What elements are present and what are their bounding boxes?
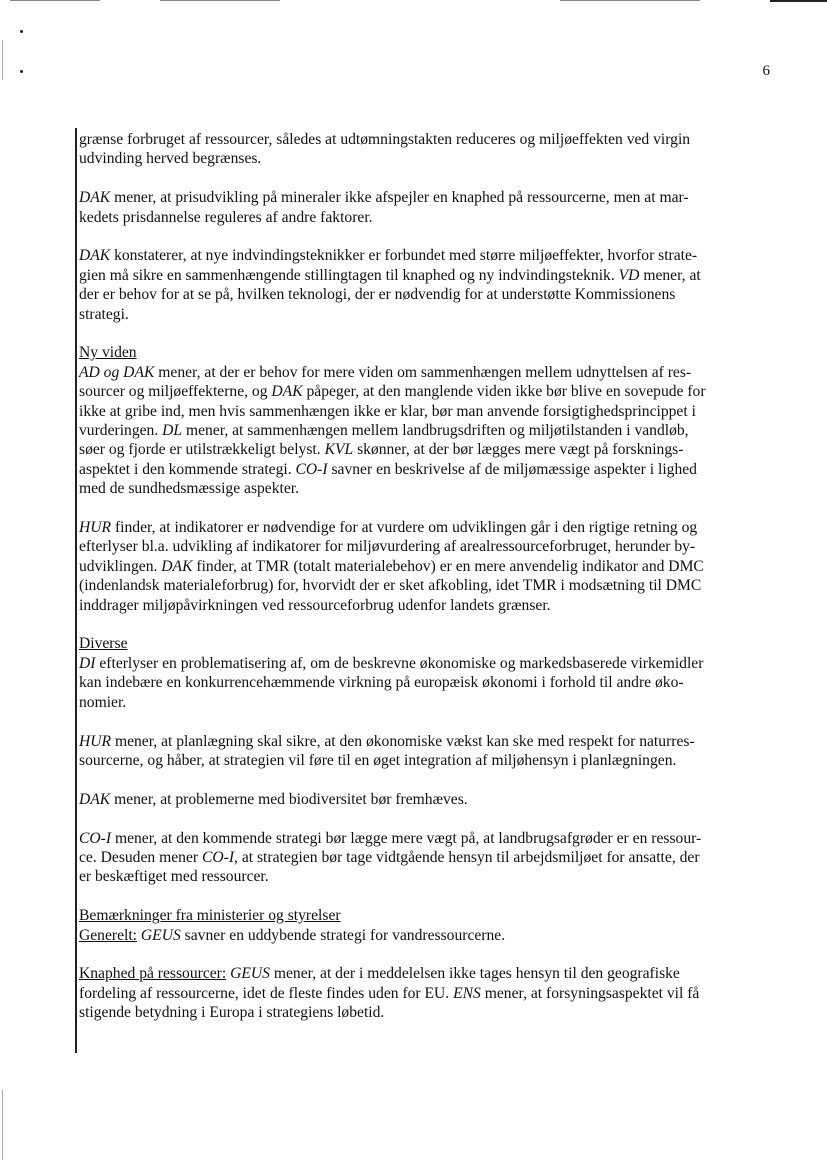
text-line (79, 984, 759, 1003)
text-line (79, 848, 759, 867)
text-run: mener, at prisudvikling på mineraler ikke afspejler en knaphed på ressourcerne, men at mar- (110, 189, 689, 207)
paragraph (79, 246, 759, 324)
punch-hole-mark (20, 70, 23, 73)
text-line (79, 402, 759, 421)
organization-abbreviation: GEUS (230, 965, 270, 983)
paragraph (79, 634, 759, 712)
organization-abbreviation: DL (162, 422, 183, 440)
text-line (79, 188, 759, 207)
paragraph (79, 906, 759, 945)
text-run: mener, at sammenhængen mellem landbrugsdriften og miljøtilstanden i vandløb, (182, 422, 689, 440)
scan-edge-mark (2, 1090, 3, 1160)
text-line (79, 130, 759, 149)
text-run: er beskæftiget med ressourcer. (79, 868, 269, 886)
inline-subheading: Generelt: (79, 926, 138, 944)
text-run: ce. Desuden mener (79, 848, 202, 866)
punch-hole-mark (20, 30, 23, 33)
text-line (79, 751, 759, 770)
text-run: grænse forbruget af ressourcer, således at udtømningstakten reduceres og miljøeffekten ved virgin (79, 131, 691, 148)
text-run: mener, at der i meddelelsen ikke tages hensyn til den geografiske (269, 965, 680, 983)
text-run: skønner, at der bør lægges mere vægt på forsknings- (353, 441, 684, 459)
organization-abbreviation: AD og DAK (79, 363, 155, 381)
text-run: (indenlandsk materialeforbrug) for, hvorvidt der er sket afkobling, idet TMR i modsætning til DMC (79, 577, 702, 595)
organization-abbreviation: HUR (79, 732, 112, 750)
text-run: gien må sikre en sammenhængende stillingtagen til knaphed og ny indvindingsteknik. (79, 266, 619, 284)
text-run: der er behov for at se på, hvilken teknologi, der er nødvendig for at understøtte Kommissionens (79, 286, 676, 304)
text-line (79, 867, 759, 886)
text-run: påpeger, at den manglende viden ikke bør blive en sovepude for (302, 383, 706, 401)
scan-edge-rule (160, 0, 280, 1)
organization-abbreviation: ENS (453, 984, 481, 1002)
text-run: nomier. (79, 693, 127, 711)
text-run: efterlyser en problematisering af, om de beskrevne økonomiske og markedsbaserede virkemidler (95, 654, 704, 672)
text-run: finder, at indikatorer er nødvendige for at vurdere om udviklingen går i den rigtige retning og (111, 519, 698, 537)
text-line (79, 537, 759, 556)
text-run: vurderingen. (79, 422, 163, 440)
document-body (79, 130, 759, 1042)
paragraph (79, 829, 759, 887)
text-line (79, 149, 759, 168)
section-heading: Diverse (79, 635, 128, 653)
organization-abbreviation: DAK (161, 557, 193, 575)
text-run: mener, at (639, 266, 701, 284)
text-run: finder, at TMR (totalt materialebehov) er en mere anvendelig indikator and DMC (192, 557, 704, 575)
text-run: efterlyser bl.a. udvikling af indikatorer for miljøvurdering af arealressourceforbruget, herunder by- (79, 538, 696, 556)
organization-abbreviation: DAK (271, 383, 303, 401)
text-line (79, 576, 759, 595)
text-run: konstaterer, at nye indvindingsteknikker er forbundet med større miljøeffekter, hvorfor strate- (110, 247, 698, 265)
text-run: stigende betydning i Europa i strategiens løbetid. (79, 1004, 385, 1022)
organization-abbreviation: CO-I (295, 460, 328, 478)
organization-abbreviation: DAK (79, 189, 111, 207)
text-run: savner en uddybende strategi for vandressourcerne. (180, 926, 506, 944)
paragraph (79, 130, 759, 169)
text-line (79, 596, 759, 615)
inline-subheading: Knaphed på ressourcer: (79, 965, 227, 983)
text-line (79, 829, 759, 848)
organization-abbreviation: VD (618, 266, 640, 284)
paragraph (79, 732, 759, 771)
text-run: søer og fjorde er utilstrækkeligt belyst. (79, 441, 325, 459)
margin-line (75, 128, 77, 1053)
text-line (79, 382, 759, 401)
scan-edge-rule (10, 0, 100, 1)
page-number: 6 (762, 63, 770, 79)
organization-abbreviation: DI (79, 654, 96, 672)
text-run: ikke at gribe ind, men hvis sammenhængen ikke er klar, bør man anvende forsigtighedsprincippet i (79, 402, 696, 420)
text-line (79, 693, 759, 712)
paragraph (79, 518, 759, 615)
text-line (79, 673, 759, 692)
text-run: kedets prisdannelse reguleres af andre faktorer. (79, 208, 373, 226)
text-run: strategi. (79, 305, 129, 323)
text-line (79, 266, 759, 285)
text-run: mener, at der er behov for mere viden om sammenhængen mellem udnyttelsen af res- (154, 363, 692, 381)
text-line (79, 654, 759, 673)
text-line (79, 285, 759, 304)
text-line (79, 926, 759, 945)
text-line (79, 246, 759, 265)
organization-abbreviation: CO-I (79, 829, 112, 847)
scan-edge-mark (2, 40, 3, 80)
text-line (79, 964, 759, 983)
text-run: aspektet i den kommende strategi. (79, 460, 296, 478)
text-run: sourcer og miljøeffekterne, og (79, 383, 272, 401)
text-run: med de sundhedsmæssige aspekter. (79, 480, 300, 498)
text-line (79, 479, 759, 498)
organization-abbreviation: KVL (324, 441, 354, 459)
text-line (79, 208, 759, 227)
text-run: inddrager miljøpåvirkningen ved ressourceforbrug udenfor landets grænser. (79, 596, 551, 614)
organization-abbreviation: DAK (79, 247, 111, 265)
paragraph (79, 188, 759, 227)
organization-abbreviation: CO-I (201, 848, 235, 866)
text-run: , at strategien bør tage vidtgående hensyn til arbejdsmiljøet for ansatte, der (234, 848, 700, 866)
text-run: mener, at planlægning skal sikre, at den økonomiske vækst kan ske med respekt for naturres- (111, 732, 695, 750)
text-line (79, 790, 759, 809)
paragraph (79, 790, 759, 809)
text-line (79, 557, 759, 576)
text-line (79, 518, 759, 537)
text-run: sourcerne, og håber, at strategien vil føre til en øget integration af miljøhensyn i planlægningen. (79, 751, 677, 769)
text-run: udvinding herved begrænses. (79, 150, 262, 168)
text-line (79, 363, 759, 382)
text-run: udviklingen. (79, 557, 162, 575)
text-line (79, 440, 759, 459)
text-run: kan indebære en konkurrencehæmmende virkning på europæisk økonomi i forhold til andre øko- (79, 674, 684, 692)
section-heading: Ny viden (79, 344, 137, 362)
text-run: savner en beskrivelse af de miljømæssige aspekter i lighed (327, 460, 697, 478)
text-line (79, 460, 759, 479)
text-line (79, 421, 759, 440)
organization-abbreviation: GEUS (140, 926, 181, 944)
text-line (79, 732, 759, 751)
text-run: mener, at problemerne med biodiversitet bør fremhæves. (110, 790, 468, 808)
paragraph (79, 343, 759, 498)
scan-edge-rule (770, 0, 827, 2)
paragraph (79, 964, 759, 1022)
scan-edge-rule (560, 0, 700, 1)
text-run: mener, at den kommende strategi bør lægge mere vægt på, at landbrugsafgrøder er en ressour- (111, 829, 702, 847)
text-run: fordeling af ressourcerne, idet de fleste findes uden for EU. (79, 984, 454, 1002)
text-run: mener, at forsyningsaspektet vil få (480, 984, 700, 1002)
text-line (79, 305, 759, 324)
section-heading: Bemærkninger fra ministerier og styrelser (79, 907, 341, 925)
text-line (79, 1003, 759, 1022)
organization-abbreviation: HUR (79, 519, 112, 537)
organization-abbreviation: DAK (79, 790, 111, 808)
